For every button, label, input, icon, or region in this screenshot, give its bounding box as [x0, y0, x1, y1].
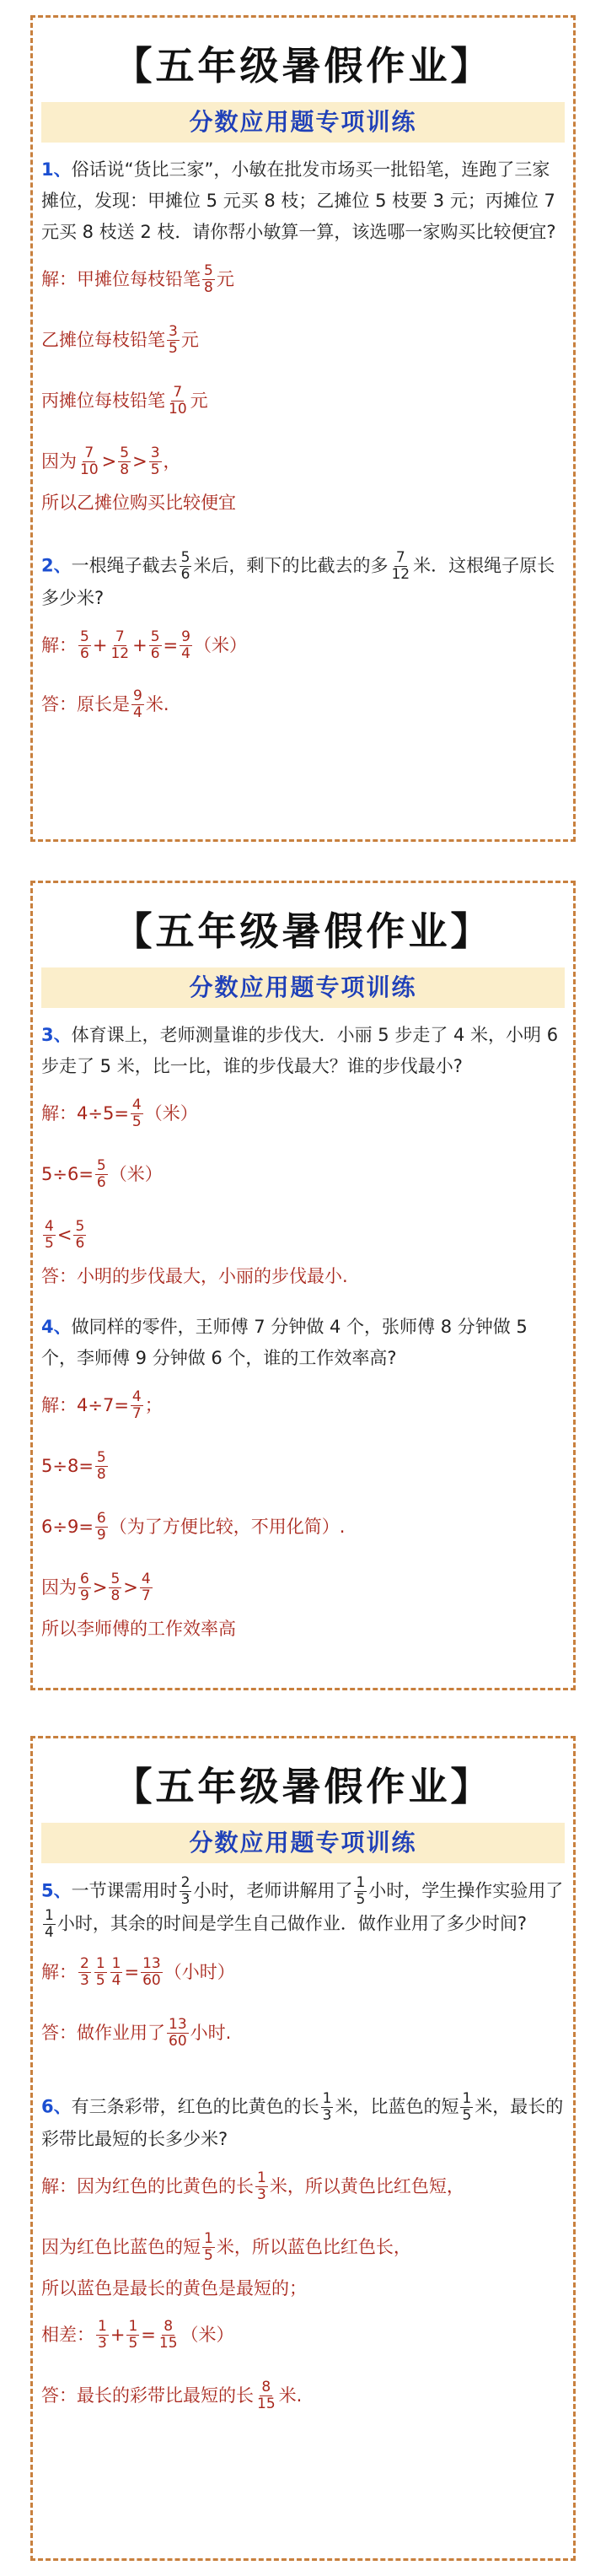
fraction: $\frac{1}{5}$: [356, 1874, 366, 1908]
answer-3: [41, 1089, 565, 1293]
fraction: $\frac{5}{6}$: [150, 628, 160, 662]
answer-text: （米）: [193, 635, 247, 655]
operator: =: [124, 1962, 140, 1982]
answer-text: ，: [163, 451, 181, 472]
answer-text: 因为红色比蓝色的短: [41, 2237, 201, 2257]
question-4: [41, 1312, 565, 1374]
fraction: $\frac{4}{5}$: [45, 1217, 54, 1252]
fraction: $\frac{6}{9}$: [96, 1509, 106, 1544]
answer-text: 元: [216, 269, 234, 289]
answer-text: 5÷8=: [41, 1456, 94, 1476]
question-number: 6、: [41, 2096, 72, 2117]
fraction: $\frac{1}{5}$: [462, 2090, 472, 2124]
answer-text: 解：4÷5=: [41, 1103, 129, 1124]
fraction: $\frac{5}{8}$: [204, 261, 213, 296]
answer-1: [41, 255, 565, 520]
fraction: $\frac{1}{5}$: [128, 2317, 138, 2352]
answer-text: 答：做作业用了: [41, 2023, 165, 2043]
question-number: 2、: [41, 555, 72, 576]
answer-text: 乙摊位每枝铅笔: [41, 330, 165, 350]
question-number: 1、: [41, 159, 72, 180]
fraction: $\frac{5}{6}$: [96, 1156, 106, 1191]
answer-text: 米.: [145, 694, 169, 714]
question-text: 一根绳子截去: [71, 555, 178, 576]
fraction: $\frac{1}{3}$: [322, 2090, 332, 2124]
card-subtitle: 分数应用题专项训练: [41, 1823, 565, 1863]
fraction: $\frac{3}{5}$: [169, 322, 178, 357]
answer-text: 米，所以蓝色比红色长，: [216, 2237, 411, 2257]
answer-text: 答：原长是: [41, 694, 130, 714]
answer-text: 丙摊位每枝铅笔: [41, 391, 165, 411]
question-3: [41, 1020, 565, 1082]
fraction: $\frac{5}{6}$: [75, 1217, 85, 1252]
answer-text: 所以李师傅的工作效率高: [41, 1619, 236, 1639]
question-text: 俗话说“货比三家”，小敏在批发市场买一批铅笔，连跑了三家摊位，发现：甲摊位 5 元买 8 枝；乙摊位 5 枝要 3 元；丙摊位 7 元买 8 枝送 2 枝．请你帮小敏算一算，该选哪一家购买比较便宜?: [41, 159, 556, 242]
question-text: 小时，其余的时间是学生自己做作业．做作业用了多少时间?: [56, 1913, 527, 1934]
fraction: $\frac{5}{8}$: [120, 444, 130, 478]
operator: <: [56, 1225, 72, 1245]
answer-text: 所以乙摊位购买比较便宜: [41, 493, 236, 513]
fraction: $\frac{5}{6}$: [180, 549, 190, 583]
question-text: 米，比蓝色的短: [335, 2096, 459, 2117]
fraction: $\frac{4}{7}$: [141, 1570, 151, 1604]
fraction: $\frac{1}{5}$: [204, 2229, 213, 2264]
card-title: 【五年级暑假作业】: [113, 43, 493, 89]
operator: >: [92, 1577, 108, 1598]
question-text: 米后，剩下的比截去的多: [193, 555, 389, 576]
answer-text: 5÷6=: [41, 1164, 94, 1184]
fraction: $\frac{1}{5}$: [95, 1954, 105, 1989]
fraction: $\frac{7}{10}$: [80, 444, 99, 478]
card-subtitle: 分数应用题专项训练: [41, 102, 565, 143]
card-title: 【五年级暑假作业】: [113, 1764, 493, 1809]
fraction: $\frac{13}{60}$: [169, 2015, 187, 2050]
worksheet-card-3: [30, 1736, 576, 2561]
answer-text: （米）: [180, 2325, 234, 2345]
answer-text: 小时.: [190, 2023, 232, 2043]
operator: =: [163, 635, 179, 655]
answer-6: [41, 2162, 565, 2420]
answer-text: 因为: [41, 1577, 77, 1598]
operator: =: [141, 2325, 156, 2345]
fraction: $\frac{5}{6}$: [80, 628, 89, 662]
fraction: $\frac{8}{15}$: [257, 2378, 276, 2412]
fraction: $\frac{5}{8}$: [110, 1570, 121, 1604]
fraction: $\frac{7}{12}$: [110, 628, 130, 662]
answer-text: 相差：: [41, 2325, 94, 2345]
answer-text: 因为: [41, 451, 77, 472]
answer-text: 元: [180, 330, 199, 350]
answer-text: （为了方便比较，不用化简）.: [109, 1517, 346, 1537]
question-number: 5、: [41, 1880, 72, 1901]
operator: >: [132, 451, 147, 472]
fraction: $\frac{2}{3}$: [80, 1954, 89, 1989]
answer-text: 解：: [41, 635, 77, 655]
question-text: 体育课上，老师测量谁的步伐大．小丽 5 步走了 4 米，小明 6 步走了 5 米，比一比，谁的步伐最大？谁的步伐最小?: [41, 1025, 559, 1076]
operator: +: [92, 635, 108, 655]
answer-text: 答：小明的步伐最大，小丽的步伐最小.: [41, 1266, 348, 1286]
fraction: $\frac{4}{7}$: [131, 1388, 142, 1422]
question-2: [41, 550, 565, 614]
fraction: $\frac{9}{4}$: [133, 687, 142, 721]
answer-text: 元: [190, 391, 208, 411]
answer-text: 6÷9=: [41, 1517, 94, 1537]
fraction: $\frac{3}{5}$: [150, 444, 160, 478]
answer-text: 解：因为红色的比黄色的长: [41, 2176, 254, 2196]
answer-2: [41, 621, 565, 729]
answer-text: 答：最长的彩带比最短的长: [41, 2385, 254, 2406]
fraction: $\frac{1}{4}$: [111, 1954, 121, 1989]
fraction: $\frac{13}{60}$: [142, 1954, 161, 1989]
question-6: [41, 2091, 565, 2155]
question-text: 小时，学生操作实验用了: [368, 1880, 564, 1901]
question-text: 米．这根绳子原长多少米?: [41, 555, 555, 608]
question-text: 有三条彩带，红色的比黄色的长: [71, 2096, 319, 2117]
fraction: $\frac{7}{10}$: [169, 383, 187, 418]
answer-text: ；: [144, 1395, 163, 1415]
question-5: [41, 1875, 565, 1941]
question-number: 4、: [41, 1317, 72, 1337]
fraction: $\frac{2}{3}$: [180, 1874, 190, 1908]
answer-text: （米）: [144, 1103, 198, 1124]
question-number: 3、: [41, 1025, 72, 1045]
fraction: $\frac{1}{3}$: [257, 2169, 266, 2203]
answer-text: 解：4÷7=: [41, 1395, 129, 1415]
answer-text: 解：甲摊位每枝铅笔: [41, 269, 201, 289]
answer-text: （米）: [109, 1164, 163, 1184]
question-1: [41, 154, 565, 248]
operator: >: [101, 451, 117, 472]
answer-text: 所以蓝色是最长的黄色是最短的；: [41, 2278, 307, 2298]
question-text: 小时，老师讲解用了: [193, 1880, 353, 1901]
fraction: $\frac{8}{15}$: [158, 2317, 178, 2352]
answer-4: [41, 1381, 565, 1646]
answer-text: 米.: [278, 2385, 303, 2406]
answer-text: （小时）: [164, 1962, 235, 1982]
worksheet-card-1: [30, 15, 576, 842]
card-subtitle: 分数应用题专项训练: [41, 967, 565, 1008]
answer-5: [41, 1948, 565, 2057]
fraction: $\frac{1}{3}$: [98, 2317, 107, 2352]
answer-text: 解：: [41, 1962, 77, 1982]
operator: +: [132, 635, 147, 655]
question-text: 一节课需用时: [71, 1880, 178, 1901]
answer-text: 米，所以黄色比红色短，: [269, 2176, 464, 2196]
worksheet-card-2: [30, 881, 576, 1690]
fraction: $\frac{5}{8}$: [96, 1448, 106, 1483]
operator: >: [123, 1577, 138, 1598]
fraction: $\frac{9}{4}$: [181, 628, 190, 662]
question-text: 米，最长的彩带比最短的长多少米?: [41, 2096, 564, 2149]
card-title: 【五年级暑假作业】: [113, 908, 493, 954]
fraction: $\frac{7}{12}$: [391, 549, 410, 583]
fraction: $\frac{1}{4}$: [45, 1907, 54, 1941]
operator: +: [110, 2325, 126, 2345]
fraction: $\frac{4}{5}$: [131, 1096, 142, 1130]
fraction: $\frac{6}{9}$: [80, 1570, 89, 1604]
question-text: 做同样的零件，王师傅 7 分钟做 4 个，张师傅 8 分钟做 5 个，李师傅 9 分钟做 6 个，谁的工作效率高?: [41, 1317, 528, 1368]
